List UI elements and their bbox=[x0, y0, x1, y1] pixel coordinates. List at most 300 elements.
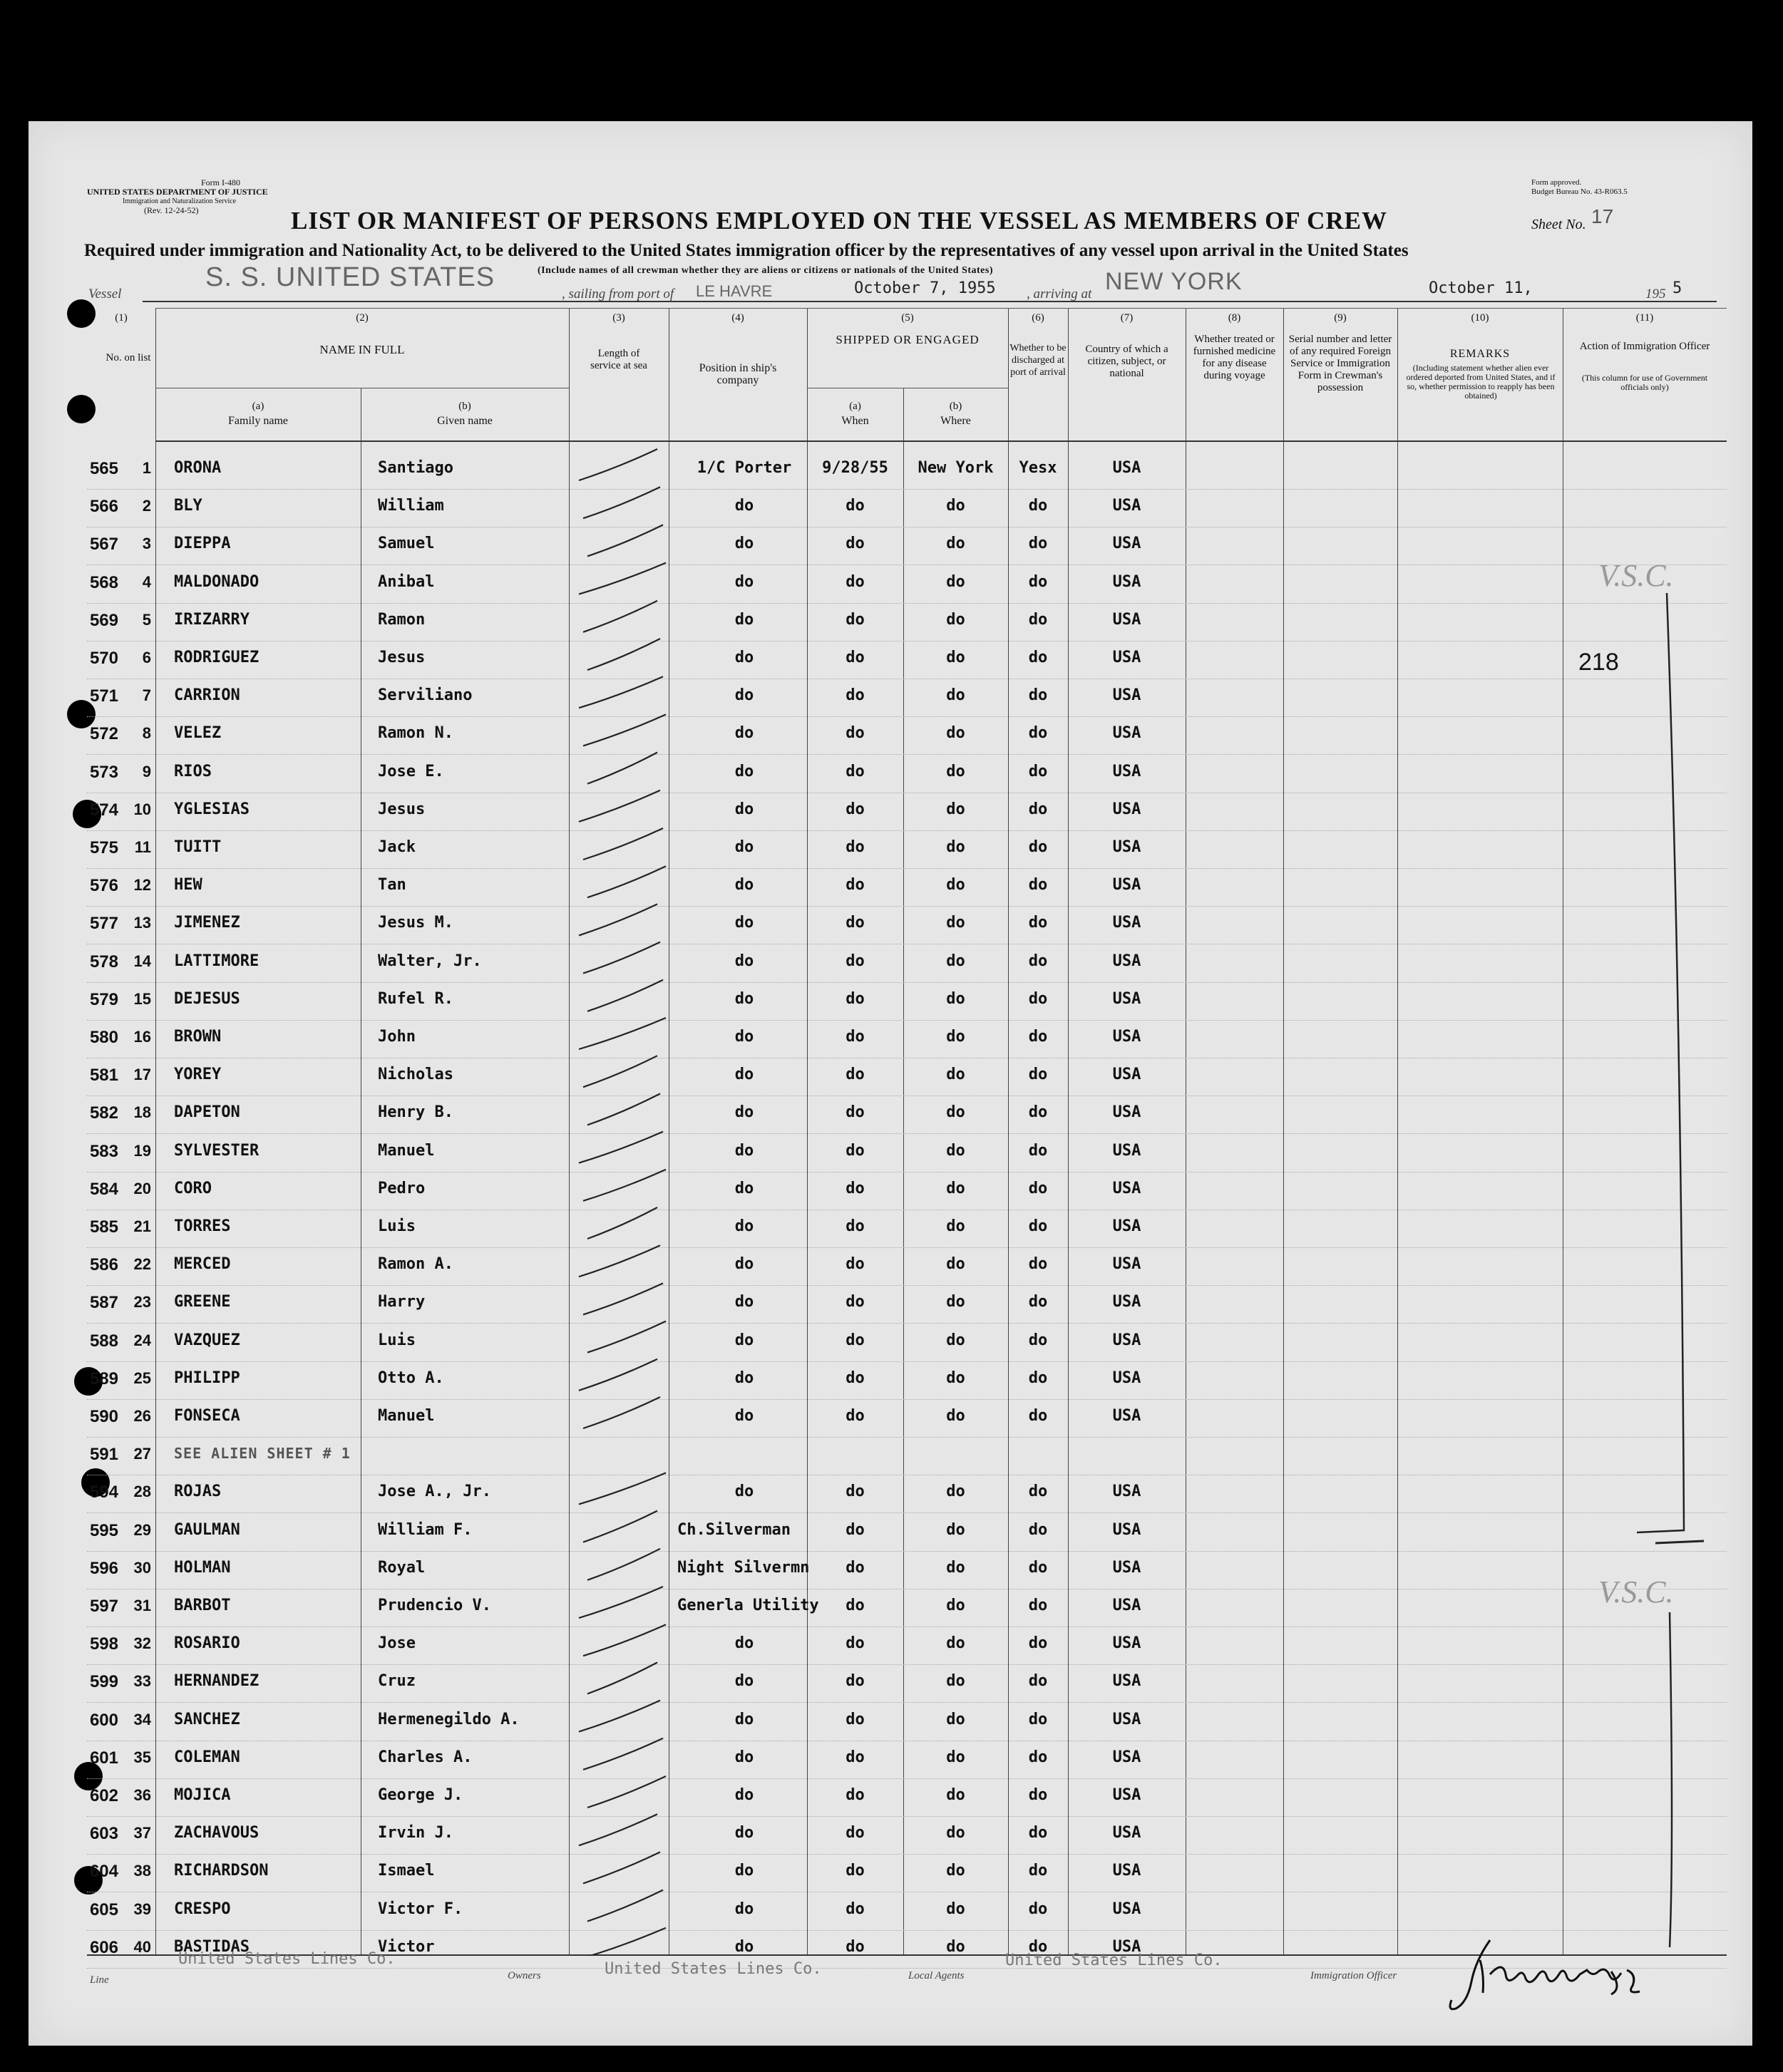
discharged-flag: do bbox=[1028, 1862, 1048, 1880]
check-stroke bbox=[579, 1814, 657, 1845]
departure-date: October 7, 1955 bbox=[854, 279, 996, 297]
shipped-where: do bbox=[946, 1710, 965, 1728]
line-number: 12 bbox=[133, 876, 151, 895]
serial-number: 595 bbox=[89, 1520, 118, 1540]
country: USA bbox=[1112, 1369, 1141, 1387]
serial-number: 606 bbox=[89, 1937, 118, 1957]
shipped-when: do bbox=[846, 724, 865, 743]
family-name: RICHARDSON bbox=[174, 1862, 269, 1880]
given-name: Hermenegildo A. bbox=[378, 1710, 520, 1728]
line-number: 8 bbox=[142, 724, 151, 743]
check-stroke bbox=[579, 1245, 660, 1277]
check-stroke bbox=[579, 1587, 663, 1618]
given-name: Anibal bbox=[378, 572, 435, 591]
family-name: VAZQUEZ bbox=[174, 1331, 240, 1349]
country: USA bbox=[1112, 1824, 1141, 1842]
line-number: 4 bbox=[142, 572, 151, 591]
country: USA bbox=[1112, 610, 1141, 629]
position: do bbox=[734, 800, 754, 818]
discharged-flag: do bbox=[1028, 1710, 1048, 1728]
family-name: FONSECA bbox=[174, 1407, 240, 1425]
position: do bbox=[734, 952, 754, 970]
family-name: CRESPO bbox=[174, 1900, 231, 1918]
header-serial-number: Serial number and letter of any required Foreign Service or Immigration Form in Crewman's possession bbox=[1288, 334, 1392, 393]
check-stroke bbox=[587, 866, 666, 897]
line-number: 32 bbox=[133, 1634, 151, 1653]
shipped-where: do bbox=[946, 1331, 965, 1349]
shipped-where: do bbox=[946, 1103, 965, 1122]
discharged-flag: do bbox=[1028, 1217, 1048, 1235]
discharged-flag: do bbox=[1028, 1331, 1048, 1349]
serial-number: 565 bbox=[89, 459, 118, 478]
shipped-where: do bbox=[946, 1293, 965, 1311]
country: USA bbox=[1112, 1634, 1141, 1653]
shipped-when: do bbox=[846, 1407, 865, 1425]
line-number: 33 bbox=[133, 1672, 151, 1691]
position: do bbox=[734, 1217, 754, 1235]
col-number: (11) bbox=[1635, 312, 1654, 324]
line-label: Line bbox=[90, 1974, 109, 1986]
given-name: Santiago bbox=[378, 459, 453, 477]
position: do bbox=[734, 1900, 754, 1918]
check-stroke bbox=[587, 1093, 660, 1125]
family-name: TUITT bbox=[174, 838, 222, 856]
country: USA bbox=[1112, 1558, 1141, 1577]
shipped-when: do bbox=[846, 1672, 865, 1691]
given-name: Jose A., Jr. bbox=[378, 1483, 491, 1501]
length-check-marks bbox=[87, 308, 1727, 1956]
shipped-when: do bbox=[846, 1520, 865, 1539]
family-name: PHILIPP bbox=[174, 1369, 240, 1387]
col-number: (6) bbox=[1032, 312, 1044, 324]
shipped-where: do bbox=[946, 1672, 965, 1691]
family-name: COLEMAN bbox=[174, 1748, 240, 1766]
year-digit: 5 bbox=[1672, 279, 1682, 297]
discharged-flag: do bbox=[1028, 876, 1048, 895]
country: USA bbox=[1112, 1710, 1141, 1728]
line-number: 1 bbox=[142, 459, 151, 477]
header-given-letter: (b) bbox=[458, 401, 471, 412]
header-name-in-full: NAME IN FULL bbox=[319, 343, 405, 356]
line-number: 13 bbox=[133, 914, 151, 932]
family-name: MOJICA bbox=[174, 1786, 231, 1804]
family-name: DIEPPA bbox=[174, 535, 231, 553]
shipped-where: do bbox=[946, 1028, 965, 1046]
shipped-when: do bbox=[846, 535, 865, 553]
crew-table bbox=[87, 308, 1727, 1956]
position: do bbox=[734, 1483, 754, 1501]
vessel-rule bbox=[143, 301, 1717, 302]
officer-signature bbox=[1440, 1932, 1675, 2017]
line-number: 21 bbox=[133, 1217, 151, 1235]
check-stroke bbox=[587, 753, 657, 784]
shipped-when: do bbox=[846, 1824, 865, 1842]
shipped-where: do bbox=[946, 572, 965, 591]
serial-number: 572 bbox=[89, 724, 118, 744]
discharged-flag: do bbox=[1028, 1520, 1048, 1539]
serial-number: 583 bbox=[89, 1141, 118, 1161]
discharged-flag: do bbox=[1028, 1824, 1048, 1842]
check-stroke bbox=[579, 1132, 663, 1163]
discharged-flag: do bbox=[1028, 1900, 1048, 1918]
serial-number: 571 bbox=[89, 686, 118, 706]
serial-number: 604 bbox=[89, 1862, 118, 1882]
serial-number: 580 bbox=[89, 1028, 118, 1047]
arrival-date: October 11, bbox=[1429, 279, 1533, 297]
shipped-when: do bbox=[846, 1937, 865, 1956]
discharged-flag: do bbox=[1028, 1558, 1048, 1577]
given-name: Jose bbox=[378, 1634, 416, 1653]
discharged-flag: do bbox=[1028, 1179, 1048, 1197]
position: do bbox=[734, 1862, 754, 1880]
header-treated: Whether treated or furnished medicine for any disease during voyage bbox=[1193, 334, 1276, 381]
position: do bbox=[734, 1937, 754, 1956]
given-name: Nicholas bbox=[378, 1066, 453, 1084]
country: USA bbox=[1112, 762, 1141, 780]
shipped-when: do bbox=[846, 1141, 865, 1160]
vessel-name: S. S. UNITED STATES bbox=[205, 262, 495, 292]
discharged-flag: do bbox=[1028, 1748, 1048, 1766]
shipped-where: do bbox=[946, 838, 965, 856]
position: do bbox=[734, 1141, 754, 1160]
family-name: BARBOT bbox=[174, 1597, 231, 1614]
discharged-flag: do bbox=[1028, 1369, 1048, 1387]
line-number: 10 bbox=[133, 800, 151, 818]
service: Immigration and Naturalization Service bbox=[123, 197, 237, 205]
vessel-label: Vessel bbox=[88, 287, 122, 301]
usc-annotation-top: V.S.C. bbox=[1598, 558, 1674, 593]
given-name: Luis bbox=[378, 1331, 416, 1349]
family-name: RODRIGUEZ bbox=[174, 649, 260, 666]
header-where-letter: (b) bbox=[949, 401, 962, 412]
header-length-of-service: Length of service at sea bbox=[590, 348, 647, 371]
discharged-flag: do bbox=[1028, 572, 1048, 591]
position: do bbox=[734, 497, 754, 515]
given-name: Ramon A. bbox=[378, 1255, 453, 1274]
family-name: HEW bbox=[174, 876, 202, 895]
position: do bbox=[734, 1748, 754, 1766]
budget-number: Budget Bureau No. 43-R063.5 bbox=[1531, 187, 1628, 196]
discharged-flag: do bbox=[1028, 1255, 1048, 1274]
family-name: CARRION bbox=[174, 686, 240, 705]
shipped-when: do bbox=[846, 1028, 865, 1046]
country: USA bbox=[1112, 989, 1141, 1008]
shipped-where: do bbox=[946, 800, 965, 818]
serial-number: 590 bbox=[89, 1407, 118, 1426]
header-remarks: REMARKS bbox=[1449, 348, 1511, 360]
country: USA bbox=[1112, 1748, 1141, 1766]
family-name: BASTIDAS bbox=[174, 1937, 250, 1956]
check-stroke bbox=[587, 1776, 666, 1808]
form-identification bbox=[87, 178, 268, 215]
line-number: 2 bbox=[142, 497, 151, 515]
shipped-when: do bbox=[846, 1217, 865, 1235]
position: do bbox=[734, 1786, 754, 1804]
given-name: Ramon N. bbox=[378, 724, 453, 743]
country: USA bbox=[1112, 1900, 1141, 1918]
line-number: 11 bbox=[134, 838, 151, 856]
discharged-flag: do bbox=[1028, 1293, 1048, 1311]
discharged-flag: do bbox=[1028, 989, 1048, 1008]
position: do bbox=[734, 838, 754, 856]
position: do bbox=[734, 1331, 754, 1349]
header-remarks-note: (Including statement whether alien ever ordered deported from United States, and if so, whether permission to reapply has been obtained) bbox=[1406, 363, 1556, 401]
given-name: Charles A. bbox=[378, 1748, 473, 1766]
line-number: 22 bbox=[133, 1255, 151, 1274]
country: USA bbox=[1112, 686, 1141, 705]
shipped-when: do bbox=[846, 1369, 865, 1387]
shipped-when: do bbox=[846, 838, 865, 856]
serial-number: 598 bbox=[89, 1634, 118, 1654]
year-prefix: 195 bbox=[1645, 287, 1666, 301]
alien-sheet-note: SEE ALIEN SHEET # 1 bbox=[174, 1445, 351, 1463]
shipped-where: do bbox=[946, 876, 965, 895]
shipped-when: do bbox=[846, 497, 865, 515]
shipped-where: do bbox=[946, 1786, 965, 1804]
check-stroke bbox=[579, 1359, 657, 1391]
given-name: Serviliano bbox=[378, 686, 473, 705]
position: do bbox=[734, 1103, 754, 1122]
shipped-when: do bbox=[846, 649, 865, 666]
given-name: Irvin J. bbox=[378, 1824, 453, 1842]
check-stroke bbox=[583, 1738, 663, 1770]
header-country: Country of which a citizen, subject, or national bbox=[1085, 344, 1168, 379]
check-stroke bbox=[583, 1511, 657, 1542]
page-title: LIST OR MANIFEST OF PERSONS EMPLOYED ON THE VESSEL AS MEMBERS OF CREW bbox=[291, 207, 1388, 234]
country: USA bbox=[1112, 1672, 1141, 1691]
country: USA bbox=[1112, 1407, 1141, 1425]
discharged-flag: do bbox=[1028, 1141, 1048, 1160]
check-stroke bbox=[579, 1701, 660, 1732]
discharged-flag: do bbox=[1028, 610, 1048, 629]
officer-bracket-lines bbox=[1584, 565, 1727, 1954]
header-when-letter: (a) bbox=[849, 401, 861, 412]
discharged-flag: do bbox=[1028, 1103, 1048, 1122]
check-stroke bbox=[583, 1397, 660, 1428]
position: do bbox=[734, 1634, 754, 1653]
country: USA bbox=[1112, 1103, 1141, 1122]
line-number: 18 bbox=[133, 1103, 151, 1122]
shipped-where: do bbox=[946, 1369, 965, 1387]
discharged-flag: do bbox=[1028, 1597, 1048, 1614]
shipped-where: do bbox=[946, 1066, 965, 1084]
discharged-flag: do bbox=[1028, 1786, 1048, 1804]
position: do bbox=[734, 535, 754, 553]
family-name: ROSARIO bbox=[174, 1634, 240, 1653]
shipped-when: do bbox=[846, 1483, 865, 1501]
col-number: (9) bbox=[1334, 312, 1347, 324]
position: 1/C Porter bbox=[697, 459, 792, 477]
given-name: Jose E. bbox=[378, 762, 444, 780]
position: Night Silvermn bbox=[677, 1558, 810, 1577]
shipped-where: do bbox=[946, 1597, 965, 1614]
shipped-when: do bbox=[846, 762, 865, 780]
serial-number: 578 bbox=[89, 952, 118, 971]
family-name: HERNANDEZ bbox=[174, 1672, 260, 1691]
given-name: Rufel R. bbox=[378, 989, 453, 1008]
shipped-where: do bbox=[946, 1862, 965, 1880]
discharged-flag: do bbox=[1028, 1483, 1048, 1501]
check-stroke bbox=[579, 904, 657, 935]
shipped-when: do bbox=[846, 1862, 865, 1880]
serial-number: 577 bbox=[89, 914, 118, 934]
position: Generla Utility bbox=[677, 1597, 819, 1614]
serial-number: 566 bbox=[89, 497, 118, 517]
header-discharged: Whether to be discharged at port of arrival bbox=[1009, 343, 1067, 378]
family-name: SYLVESTER bbox=[174, 1141, 260, 1160]
serial-number: 569 bbox=[89, 610, 118, 630]
serial-number: 600 bbox=[89, 1710, 118, 1730]
shipped-where: do bbox=[946, 1179, 965, 1197]
position: do bbox=[734, 1255, 754, 1274]
family-name: BROWN bbox=[174, 1028, 222, 1046]
check-stroke bbox=[579, 790, 660, 822]
shipped-when: do bbox=[846, 686, 865, 705]
check-stroke bbox=[587, 1207, 657, 1239]
line-number: 34 bbox=[133, 1710, 151, 1728]
serial-number: 605 bbox=[89, 1900, 118, 1919]
given-name: Jesus bbox=[378, 649, 426, 666]
country: USA bbox=[1112, 459, 1141, 477]
serial-number: 579 bbox=[89, 989, 118, 1009]
family-name: ROJAS bbox=[174, 1483, 222, 1501]
country: USA bbox=[1112, 649, 1141, 666]
department: UNITED STATES DEPARTMENT OF JUSTICE bbox=[87, 187, 268, 197]
serial-number: 573 bbox=[89, 762, 118, 782]
serial-number: 602 bbox=[89, 1786, 118, 1805]
shipped-where: do bbox=[946, 1558, 965, 1577]
country: USA bbox=[1112, 914, 1141, 932]
country: USA bbox=[1112, 800, 1141, 818]
check-stroke bbox=[583, 1170, 666, 1201]
shipped-where: do bbox=[946, 1748, 965, 1766]
shipped-where: do bbox=[946, 762, 965, 780]
given-name: John bbox=[378, 1028, 416, 1046]
discharged-flag: do bbox=[1028, 838, 1048, 856]
shipped-when: do bbox=[846, 1066, 865, 1084]
check-stroke bbox=[579, 563, 666, 594]
shipped-where: do bbox=[946, 1634, 965, 1653]
line-number: 16 bbox=[133, 1028, 151, 1046]
shipped-where: do bbox=[946, 686, 965, 705]
position: do bbox=[734, 1028, 754, 1046]
discharged-flag: do bbox=[1028, 1937, 1048, 1956]
given-name: Manuel bbox=[378, 1407, 435, 1425]
given-name: Ismael bbox=[378, 1862, 435, 1880]
country: USA bbox=[1112, 1937, 1141, 1956]
header-family-name: Family name bbox=[228, 415, 288, 427]
country: USA bbox=[1112, 1597, 1141, 1614]
country: USA bbox=[1112, 1066, 1141, 1084]
line-number: 23 bbox=[133, 1293, 151, 1311]
given-name: Luis bbox=[378, 1217, 416, 1235]
check-stroke bbox=[587, 639, 660, 670]
family-name: MALDONADO bbox=[174, 572, 260, 591]
discharged-flag: do bbox=[1028, 1028, 1048, 1046]
shipped-when: do bbox=[846, 610, 865, 629]
check-stroke bbox=[587, 1890, 663, 1922]
position: do bbox=[734, 649, 754, 666]
country: USA bbox=[1112, 724, 1141, 743]
discharged-flag: Yesx bbox=[1019, 459, 1057, 477]
check-stroke bbox=[579, 1928, 666, 1956]
serial-number: 594 bbox=[89, 1483, 118, 1503]
check-stroke bbox=[579, 449, 657, 480]
shipped-where: New York bbox=[918, 459, 994, 477]
family-name: IRIZARRY bbox=[174, 610, 250, 629]
discharged-flag: do bbox=[1028, 1634, 1048, 1653]
discharged-flag: do bbox=[1028, 1066, 1048, 1084]
line-number: 24 bbox=[133, 1331, 151, 1349]
shipped-when: do bbox=[846, 1179, 865, 1197]
header-where: Where bbox=[940, 415, 971, 427]
country: USA bbox=[1112, 1141, 1141, 1160]
agents-value: United States Lines Co. bbox=[1005, 1952, 1223, 1969]
line-number: 39 bbox=[133, 1900, 151, 1918]
sailing-label: , sailing from port of bbox=[562, 287, 674, 301]
serial-number: 576 bbox=[89, 876, 118, 896]
shipped-where: do bbox=[946, 1937, 965, 1956]
shipped-when: 9/28/55 bbox=[822, 459, 888, 477]
arriving-label: , arriving at bbox=[1027, 287, 1092, 301]
country: USA bbox=[1112, 497, 1141, 515]
given-name: William F. bbox=[378, 1520, 473, 1539]
header-position: Position in ship's company bbox=[699, 362, 777, 386]
revision: (Rev. 12-24-52) bbox=[144, 205, 199, 215]
line-number: 15 bbox=[133, 989, 151, 1008]
col-number: (5) bbox=[901, 312, 914, 324]
line-number: 9 bbox=[142, 762, 151, 780]
header-given-name: Given name bbox=[437, 415, 493, 427]
family-name: SANCHEZ bbox=[174, 1710, 240, 1728]
country: USA bbox=[1112, 1293, 1141, 1311]
departure-port: LE HAVRE bbox=[696, 282, 773, 300]
line-number: 36 bbox=[133, 1786, 151, 1804]
discharged-flag: do bbox=[1028, 952, 1048, 970]
shipped-when: do bbox=[846, 1710, 865, 1728]
shipped-where: do bbox=[946, 952, 965, 970]
discharged-flag: do bbox=[1028, 724, 1048, 743]
shipped-where: do bbox=[946, 1407, 965, 1425]
family-name: JIMENEZ bbox=[174, 914, 240, 932]
serial-number: 570 bbox=[89, 649, 118, 668]
col-number: (10) bbox=[1471, 312, 1489, 324]
given-name: Otto A. bbox=[378, 1369, 444, 1387]
family-name: DAPETON bbox=[174, 1103, 240, 1122]
given-name: William bbox=[378, 497, 444, 515]
col-number: (2) bbox=[356, 312, 369, 324]
given-name: Cruz bbox=[378, 1672, 416, 1691]
header-when: When bbox=[841, 415, 869, 427]
line-number: 25 bbox=[133, 1369, 151, 1387]
sheet-label: Sheet No. bbox=[1531, 217, 1586, 232]
discharged-flag: do bbox=[1028, 1672, 1048, 1691]
serial-number: 575 bbox=[89, 838, 118, 857]
given-name: Henry B. bbox=[378, 1103, 453, 1122]
serial-number: 596 bbox=[89, 1558, 118, 1578]
header-family-letter: (a) bbox=[252, 401, 264, 412]
shipped-where: do bbox=[946, 1520, 965, 1539]
shipped-where: do bbox=[946, 1141, 965, 1160]
include-note: (Include names of all crewman whether they are aliens or citizens or nationals of the United States) bbox=[538, 265, 993, 276]
shipped-when: do bbox=[846, 1597, 865, 1614]
check-stroke bbox=[583, 942, 660, 974]
shipped-when: do bbox=[846, 952, 865, 970]
check-stroke bbox=[583, 487, 660, 518]
line-number: 37 bbox=[133, 1824, 151, 1842]
country: USA bbox=[1112, 1520, 1141, 1539]
shipped-when: do bbox=[846, 800, 865, 818]
